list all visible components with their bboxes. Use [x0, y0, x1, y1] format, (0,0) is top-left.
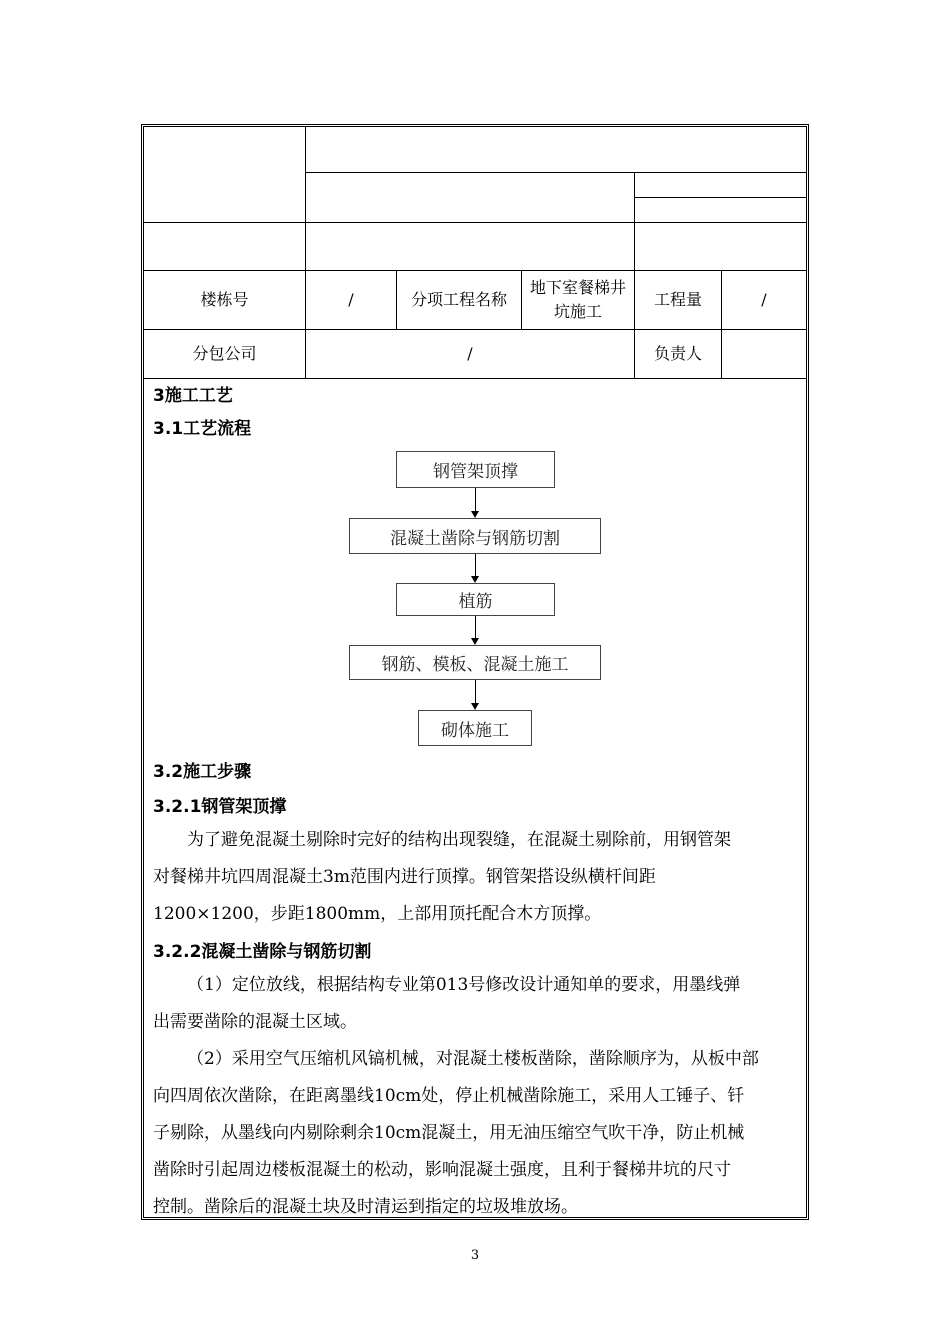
- building-number-value: /: [348, 290, 354, 309]
- table-line: [144, 378, 806, 379]
- subproject-name-value: 地下室餐梯井坑施工: [530, 278, 627, 321]
- responsible-person-label: 负责人: [653, 344, 702, 363]
- flow-arrow: [475, 554, 476, 576]
- step1-line-3: 1200×1200，步距1800mm，上部用顶托配合木方顶撑。: [153, 904, 602, 924]
- flow-step-3: 植筋: [396, 583, 555, 616]
- quantity-label: 工程量: [653, 290, 702, 309]
- step2-p2-line-4: 凿除时引起周边楼板混凝土的松动，影响混凝土强度，且利于餐梯井坑的尺寸: [153, 1160, 731, 1180]
- step1-line-1: 为了避免混凝土剔除时完好的结构出现裂缝，在混凝土剔除前，用钢管架: [187, 830, 731, 850]
- flow-arrow-head: [471, 576, 479, 583]
- table-line: [305, 172, 806, 173]
- flow-arrow: [475, 616, 476, 638]
- subproject-name-label: 分项工程名称: [410, 290, 507, 309]
- flow-step-1: 钢管架顶撑: [396, 451, 555, 488]
- subcontractor-label: 分包公司: [192, 344, 257, 363]
- flow-step-5: 砌体施工: [418, 710, 532, 746]
- flow-arrow-head: [471, 638, 479, 645]
- table-line: [521, 270, 522, 329]
- step2-p1-line-2: 出需要凿除的混凝土区域。: [153, 1012, 357, 1032]
- section-title: 3施工工艺: [153, 386, 233, 406]
- subsection-title-steps: 3.2施工步骤: [153, 762, 252, 782]
- step2-p2-line-2: 向四周依次凿除，在距离墨线10cm处，停止机械凿除施工，采用人工锤子、钎: [153, 1086, 745, 1106]
- step2-p2-line-3: 子剔除，从墨线向内剔除剩余10cm混凝土，用无油压缩空气吹干净，防止机械: [153, 1123, 745, 1143]
- step-title-concrete-chiseling: 3.2.2混凝土凿除与钢筋切割: [153, 942, 372, 962]
- flow-step-2: 混凝土凿除与钢筋切割: [349, 518, 601, 554]
- building-number-label: 楼栋号: [200, 290, 249, 309]
- flow-arrow-head: [471, 511, 479, 518]
- flow-arrow-head: [471, 703, 479, 710]
- step2-p2-line-1: （2）采用空气压缩机风镐机械，对混凝土楼板凿除，凿除顺序为，从板中部: [187, 1049, 759, 1069]
- step1-line-2: 对餐梯井坑四周混凝土3m范围内进行顶撑。钢管架搭设纵横杆间距: [153, 867, 656, 887]
- step-title-steel-tube-support: 3.2.1钢管架顶撑: [153, 797, 287, 817]
- page-number: 3: [470, 1248, 480, 1263]
- table-line: [634, 197, 806, 198]
- flow-step-4: 钢筋、模板、混凝土施工: [349, 645, 601, 680]
- subsection-title-process-flow: 3.1工艺流程: [153, 419, 252, 439]
- step2-p1-line-1: （1）定位放线，根据结构专业第013号修改设计通知单的要求，用墨线弹: [187, 975, 741, 995]
- table-line: [144, 222, 806, 223]
- subcontractor-value: /: [467, 344, 473, 363]
- quantity-value: /: [761, 290, 767, 309]
- step2-p2-line-5: 控制。凿除后的混凝土块及时清运到指定的垃圾堆放场。: [153, 1197, 578, 1217]
- flow-arrow: [475, 488, 476, 511]
- responsible-person-value: [722, 330, 806, 378]
- flow-arrow: [475, 680, 476, 703]
